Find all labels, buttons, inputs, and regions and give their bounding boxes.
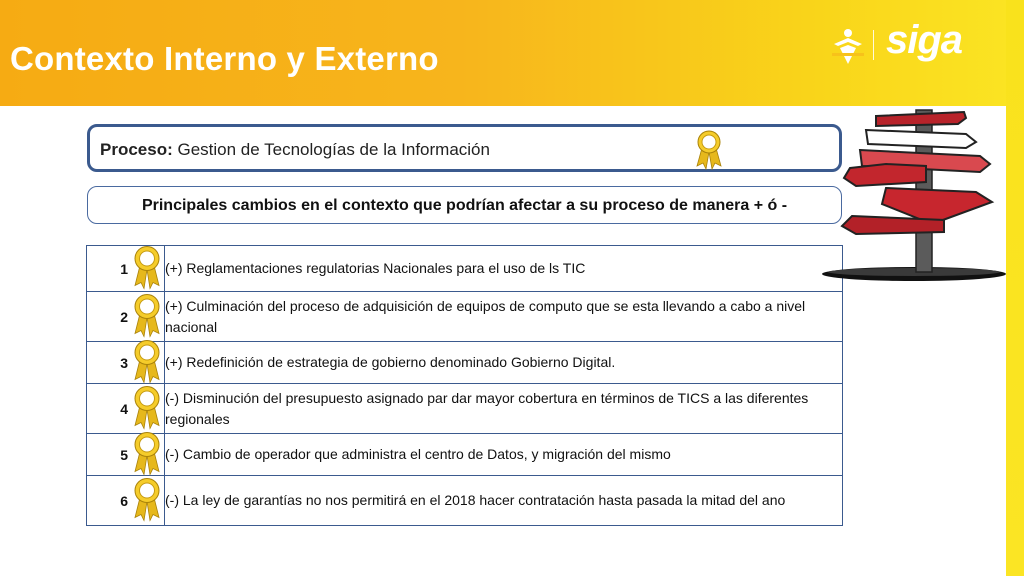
header-banner <box>0 0 1024 106</box>
signpost-illustration <box>816 104 1008 294</box>
award-ribbon-icon <box>132 293 162 337</box>
table-row <box>87 246 843 292</box>
row-number-cell <box>87 434 165 476</box>
right-accent-bar <box>1006 0 1024 576</box>
row-number: 2 <box>120 308 128 325</box>
award-ribbon-icon <box>132 477 162 521</box>
row-number: 5 <box>120 446 128 463</box>
table-row <box>87 292 843 342</box>
logo-divider <box>873 30 874 60</box>
cambios-title: Principales cambios en el contexto que podrían afectar a su proceso de manera + ó - <box>141 197 788 214</box>
award-ribbon-icon <box>132 385 162 429</box>
sena-logo-icon <box>828 26 868 66</box>
table-row <box>87 384 843 434</box>
page-title: Contexto Interno y Externo <box>10 40 439 77</box>
row-text: (+) Culminación del proceso de adquisición de equipos de computo que se esta llevando a cabo a nivel nacional <box>165 292 843 342</box>
award-ribbon-icon <box>132 245 162 289</box>
table-row <box>87 342 843 384</box>
proceso-label: Proceso: <box>100 140 173 159</box>
row-text: (+) Redefinición de estrategia de gobierno denominado Gobierno Digital. <box>165 342 843 384</box>
proceso-text <box>100 140 490 160</box>
row-text: (+) Reglamentaciones regulatorias Nacionales para el uso de ls TIC <box>165 246 843 292</box>
row-number: 3 <box>120 354 128 371</box>
proceso-value: Gestion de Tecnologías de la Información <box>172 140 490 159</box>
row-number-cell <box>87 292 165 342</box>
siga-logo-text: siga <box>886 18 963 62</box>
row-number: 4 <box>120 400 128 417</box>
row-number-cell <box>87 384 165 434</box>
proceso-box <box>87 124 842 172</box>
changes-table <box>86 245 843 526</box>
row-number: 6 <box>120 492 128 509</box>
table-row <box>87 434 843 476</box>
row-number-cell <box>87 342 165 384</box>
row-number: 1 <box>120 260 128 277</box>
cambios-box <box>87 186 842 224</box>
row-number-cell <box>87 476 165 526</box>
award-ribbon-icon <box>694 130 724 170</box>
award-ribbon-icon <box>132 339 162 383</box>
row-number-cell <box>87 246 165 292</box>
row-text: (-) Cambio de operador que administra el centro de Datos, y migración del mismo <box>165 434 843 476</box>
table-row <box>87 476 843 526</box>
row-text: (-) La ley de garantías no nos permitirá en el 2018 hacer contratación hasta pasada la mitad del ano <box>165 476 843 526</box>
award-ribbon-icon <box>132 431 162 475</box>
row-text: (-) Disminución del presupuesto asignado par dar mayor cobertura en términos de TICS a las diferentes regionales <box>165 384 843 434</box>
sena-siga-logo <box>828 18 978 74</box>
